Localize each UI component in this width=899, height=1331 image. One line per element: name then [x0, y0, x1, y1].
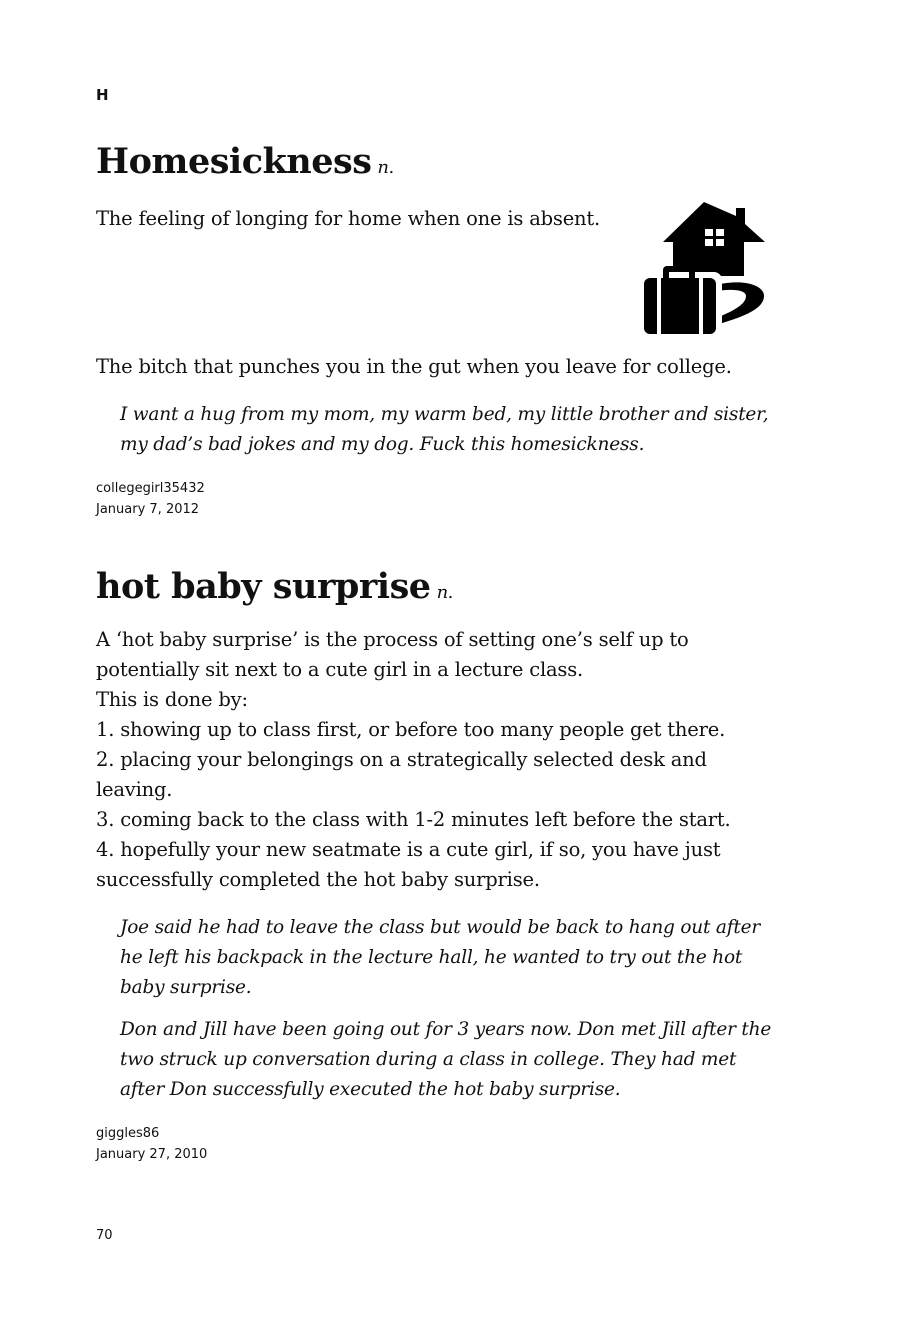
definition-line: 4. hopefully your new seatmate is a cute girl, if so, you have just successfully completed the hot baby surprise.	[96, 838, 721, 891]
entry-author: giggles86	[96, 1126, 160, 1141]
entry-example: Don and Jill have been going out for 3 years now. Don met Jill after the two struck up conversation during a class in college. They had met after Don successfully executed the hot baby surprise.	[120, 1019, 772, 1100]
definition-line: 2. placing your belongings on a strategically selected desk and leaving.	[96, 748, 707, 801]
entry-hot-baby-surprise	[96, 565, 786, 1165]
page-number: 70	[96, 1228, 113, 1243]
definition-line: 1. showing up to class first, or before too many people get there.	[96, 718, 726, 741]
headword-text: hot baby surprise	[96, 566, 431, 607]
section-letter: H	[96, 86, 109, 104]
definition-line: A ‘hot baby surprise’ is the process of setting one’s self up to potentially sit next to a cute girl in a lecture class.	[96, 628, 689, 681]
definition-line: 3. coming back to the class with 1-2 minutes left before the start.	[96, 808, 731, 831]
house-with-suitcase-icon	[640, 200, 768, 336]
entry-definition: The feeling of longing for home when one is absent.	[96, 207, 601, 230]
entry-meta	[96, 1123, 786, 1165]
entry-definition: The bitch that punches you in the gut when you leave for college.	[96, 355, 732, 378]
part-of-speech: n.	[377, 157, 394, 178]
entry-definition	[96, 625, 786, 895]
part-of-speech: n.	[436, 582, 453, 603]
entry-headword	[96, 140, 786, 190]
headword-text: Homesickness	[96, 141, 372, 182]
entry-author: collegegirl35432	[96, 481, 205, 496]
entry-headword	[96, 565, 786, 615]
definition-line: This is done by:	[96, 688, 248, 711]
entry-meta	[96, 478, 786, 520]
entry-date: January 27, 2010	[96, 1147, 208, 1162]
entry-example: I want a hug from my mom, my warm bed, my little brother and sister, my dad’s bad jokes and my dog. Fuck this homesickness.	[120, 404, 769, 455]
entry-homesickness	[96, 140, 786, 520]
entry-example: Joe said he had to leave the class but would be back to hang out after he left his backpack in the lecture hall, he wanted to try out the hot baby surprise.	[120, 917, 761, 998]
entry-date: January 7, 2012	[96, 502, 200, 517]
